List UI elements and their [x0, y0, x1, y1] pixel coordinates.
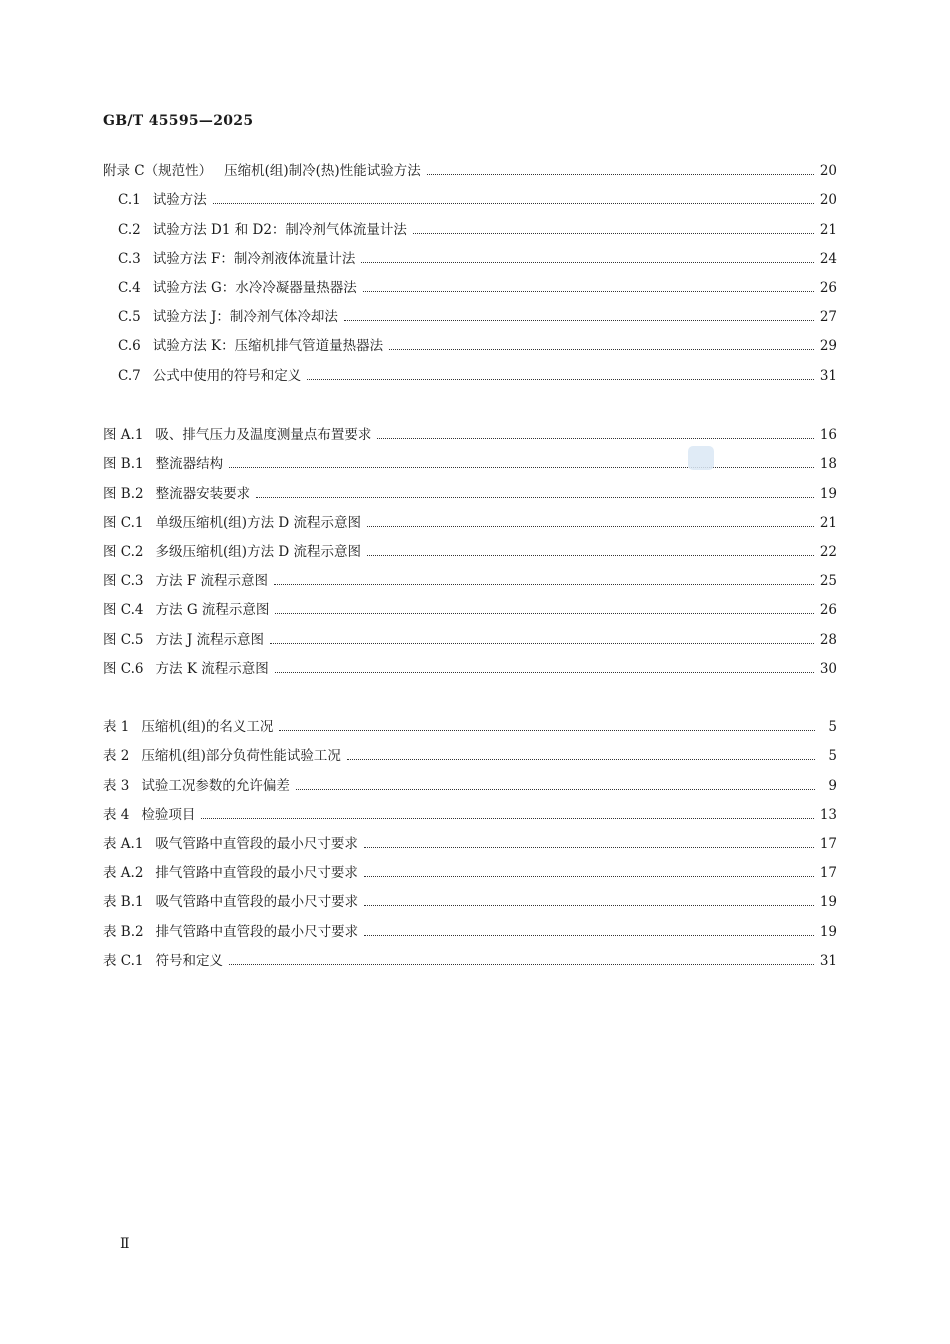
toc-entry-title: 方法 K 流程示意图 — [155, 660, 269, 677]
toc-entry-title: 多级压缩机(组)方法 D 流程示意图 — [155, 543, 361, 560]
toc-entry-label: 表 A.2 — [103, 865, 144, 882]
toc-page-number: 26 — [819, 279, 837, 296]
toc-entry-text — [103, 924, 358, 940]
toc-entry-text — [103, 719, 273, 735]
toc-figures-section — [103, 414, 837, 677]
toc-entry-label: C.3 — [118, 250, 141, 267]
toc-entry-text — [103, 309, 338, 325]
dot-leader — [274, 584, 814, 585]
toc-page-number: 31 — [819, 367, 837, 384]
toc-page-number: 19 — [819, 923, 837, 940]
toc-entry[interactable] — [103, 706, 837, 735]
dot-leader — [364, 905, 814, 906]
toc-entry[interactable] — [103, 296, 837, 325]
toc-entry-label: C.6 — [118, 338, 141, 355]
toc-entry-title: 试验方法 F：制冷剂液体流量计法 — [152, 250, 356, 267]
toc-entry[interactable] — [103, 531, 837, 560]
toc-entry-label: 图 A.1 — [103, 427, 144, 444]
toc-entry-label: 图 C.5 — [103, 631, 144, 648]
toc-entry-title: 试验工况参数的允许偏差 — [141, 777, 290, 794]
toc-entry-title: 排气管路中直管段的最小尺寸要求 — [155, 865, 358, 882]
toc-entry-label: 表 3 — [103, 777, 130, 794]
toc-entry-label: C.2 — [118, 221, 141, 238]
dot-leader — [347, 759, 815, 760]
toc-entry[interactable] — [103, 940, 837, 969]
toc-entry-label: 图 C.4 — [103, 602, 144, 619]
toc-annex-section — [103, 150, 837, 384]
toc-entry-text — [103, 427, 371, 443]
toc-entry-text — [103, 280, 357, 296]
toc-entry-title: 试验方法 K：压缩机排气管道量热器法 — [152, 338, 384, 355]
toc-entry-label: C.5 — [118, 309, 141, 326]
toc-entry[interactable] — [103, 881, 837, 910]
toc-entry-label: 表 C.1 — [103, 952, 144, 969]
dot-leader — [229, 964, 814, 965]
dot-leader — [364, 876, 814, 877]
toc-entry[interactable] — [103, 150, 837, 179]
toc-entry-label: C.7 — [118, 367, 141, 384]
toc-entry[interactable] — [103, 443, 837, 472]
toc-entry-text — [103, 865, 358, 881]
toc-entry-title: 方法 J 流程示意图 — [155, 631, 265, 648]
toc-page-number: 30 — [819, 660, 837, 677]
toc-page-number: 5 — [828, 748, 837, 765]
toc-entry[interactable] — [103, 910, 837, 939]
toc-entry[interactable] — [103, 764, 837, 793]
toc-entry-title: 试验方法 J：制冷剂气体冷却法 — [152, 309, 338, 326]
toc-page-number: 22 — [819, 543, 837, 560]
toc-entry-label: C.1 — [118, 192, 141, 209]
toc-entry[interactable] — [103, 238, 837, 267]
toc-entry-text — [103, 661, 269, 677]
toc-entry-text — [103, 515, 361, 531]
toc-entry-text — [103, 486, 250, 502]
dot-leader — [413, 233, 814, 234]
toc-page-number: 31 — [819, 952, 837, 969]
dot-leader — [363, 291, 814, 292]
toc-entry-text — [103, 222, 407, 238]
toc-page-number: 26 — [819, 602, 837, 619]
toc-entry[interactable] — [103, 560, 837, 589]
dot-leader — [427, 174, 814, 175]
toc-page-number: 17 — [819, 865, 837, 882]
toc-entry-title: 单级压缩机(组)方法 D 流程示意图 — [155, 514, 361, 531]
toc-page-number: 16 — [819, 427, 837, 444]
toc-entry-text — [103, 632, 264, 648]
dot-leader — [377, 438, 813, 439]
toc-page-number: 13 — [819, 806, 837, 823]
dot-leader — [364, 847, 814, 848]
toc-entry-title: 整流器安装要求 — [155, 485, 251, 502]
dot-leader — [229, 467, 814, 468]
dot-leader — [364, 935, 814, 936]
toc-page-number: 17 — [819, 835, 837, 852]
toc-entry-text — [103, 836, 358, 852]
toc-page-number: 18 — [819, 456, 837, 473]
toc-entry[interactable] — [103, 354, 837, 383]
standard-number: GB/T 45595—2025 — [103, 113, 254, 129]
toc-entry-title: 试验方法 D1 和 D2：制冷剂气体流量计法 — [152, 221, 407, 238]
dot-leader — [296, 789, 815, 790]
toc-entry-title: 试验方法 G：水冷冷凝器量热器法 — [152, 279, 357, 296]
dot-leader — [367, 526, 814, 527]
toc-entry[interactable] — [103, 208, 837, 237]
toc-page-number: 20 — [819, 163, 837, 180]
toc-entry-text — [103, 368, 301, 384]
toc-page-number: 19 — [819, 894, 837, 911]
toc-entry[interactable] — [103, 179, 837, 208]
toc-entry-text — [103, 192, 207, 208]
toc-entry-title: 压缩机(组)部分负荷性能试验工况 — [141, 748, 341, 765]
dot-leader — [201, 818, 813, 819]
toc-entry[interactable] — [103, 735, 837, 764]
toc-entry-label: 表 B.1 — [103, 894, 144, 911]
watermark-logo — [688, 446, 714, 470]
toc-entry-text — [103, 748, 341, 764]
dot-leader — [307, 379, 814, 380]
toc-entry-text — [103, 456, 223, 472]
toc-entry-label: 表 A.1 — [103, 835, 144, 852]
dot-leader — [275, 672, 814, 673]
toc-page-number: 24 — [819, 250, 837, 267]
toc-entry-text — [103, 251, 355, 267]
toc-entry-text — [103, 953, 223, 969]
dot-leader — [213, 203, 814, 204]
toc-entry-label: 表 1 — [103, 719, 130, 736]
toc-entry-title: 压缩机(组)制冷(热)性能试验方法 — [224, 163, 421, 180]
toc-entry[interactable] — [103, 648, 837, 677]
dot-leader — [389, 349, 814, 350]
toc-entry-title: 压缩机(组)的名义工况 — [141, 719, 274, 736]
toc-entry[interactable] — [103, 502, 837, 531]
toc-entry-text — [103, 602, 269, 618]
toc-page-number: 28 — [819, 631, 837, 648]
toc-page-number: 20 — [819, 192, 837, 209]
toc-entry-title: 排气管路中直管段的最小尺寸要求 — [155, 923, 359, 940]
toc-entry-text — [103, 338, 383, 354]
toc-entry-label: 图 C.2 — [103, 543, 144, 560]
toc-entry-text — [103, 163, 421, 179]
toc-page-number: 25 — [819, 573, 837, 590]
toc-entry[interactable] — [103, 325, 837, 354]
toc-entry[interactable] — [103, 823, 837, 852]
toc-entry-text — [103, 573, 268, 589]
toc-entry[interactable] — [103, 852, 837, 881]
toc-entry-title: 公式中使用的符号和定义 — [152, 367, 302, 384]
dot-leader — [279, 730, 815, 731]
toc-entry[interactable] — [103, 589, 837, 618]
toc-entry-label: 图 B.1 — [103, 456, 144, 473]
toc-entry-title: 检验项目 — [141, 806, 196, 823]
toc-entry-label: C.4 — [118, 279, 141, 296]
toc-entry[interactable] — [103, 414, 837, 443]
dot-leader — [270, 643, 814, 644]
toc-entry-label: 表 2 — [103, 748, 130, 765]
toc-entry-title: 吸气管路中直管段的最小尺寸要求 — [155, 835, 358, 852]
toc-entry-label: 图 C.6 — [103, 660, 144, 677]
toc-entry-label: 表 B.2 — [103, 923, 144, 940]
toc-tables-section — [103, 706, 837, 969]
dot-leader — [344, 320, 814, 321]
toc-entry[interactable] — [103, 794, 837, 823]
toc-entry-text — [103, 807, 195, 823]
toc-entry-label: 表 4 — [103, 806, 130, 823]
toc-entry-label: 图 C.3 — [103, 573, 144, 590]
toc-page-number: 27 — [819, 309, 837, 326]
toc-entry[interactable] — [103, 472, 837, 501]
toc-entry-title: 方法 G 流程示意图 — [155, 602, 270, 619]
toc-entry-label: 图 B.2 — [103, 485, 144, 502]
toc-page-number: 21 — [819, 221, 837, 238]
toc-entry-title: 吸、排气压力及温度测量点布置要求 — [155, 427, 372, 444]
dot-leader — [361, 262, 813, 263]
toc-page-number: 19 — [819, 485, 837, 502]
toc-page-number: 29 — [819, 338, 837, 355]
toc-entry-label: 图 C.1 — [103, 514, 144, 531]
toc-entry-title: 整流器结构 — [155, 456, 224, 473]
toc-entry-text — [103, 544, 361, 560]
toc-page-number: 21 — [819, 514, 837, 531]
dot-leader — [275, 613, 813, 614]
toc-entry[interactable] — [103, 618, 837, 647]
toc-entry-title: 吸气管路中直管段的最小尺寸要求 — [155, 894, 359, 911]
page-number: Ⅱ — [120, 1236, 130, 1252]
toc-entry-title: 方法 F 流程示意图 — [155, 573, 268, 590]
toc-entry-title: 符号和定义 — [155, 952, 224, 969]
toc-entry[interactable] — [103, 267, 837, 296]
toc-page-number: 5 — [828, 719, 837, 736]
toc-page-number: 9 — [828, 777, 837, 794]
toc-entry-text — [103, 894, 358, 910]
dot-leader — [256, 497, 814, 498]
dot-leader — [367, 555, 814, 556]
toc-entry-label: 附录 C（规范性） — [103, 163, 213, 180]
toc-entry-text — [103, 778, 290, 794]
toc-entry-title: 试验方法 — [152, 192, 207, 209]
